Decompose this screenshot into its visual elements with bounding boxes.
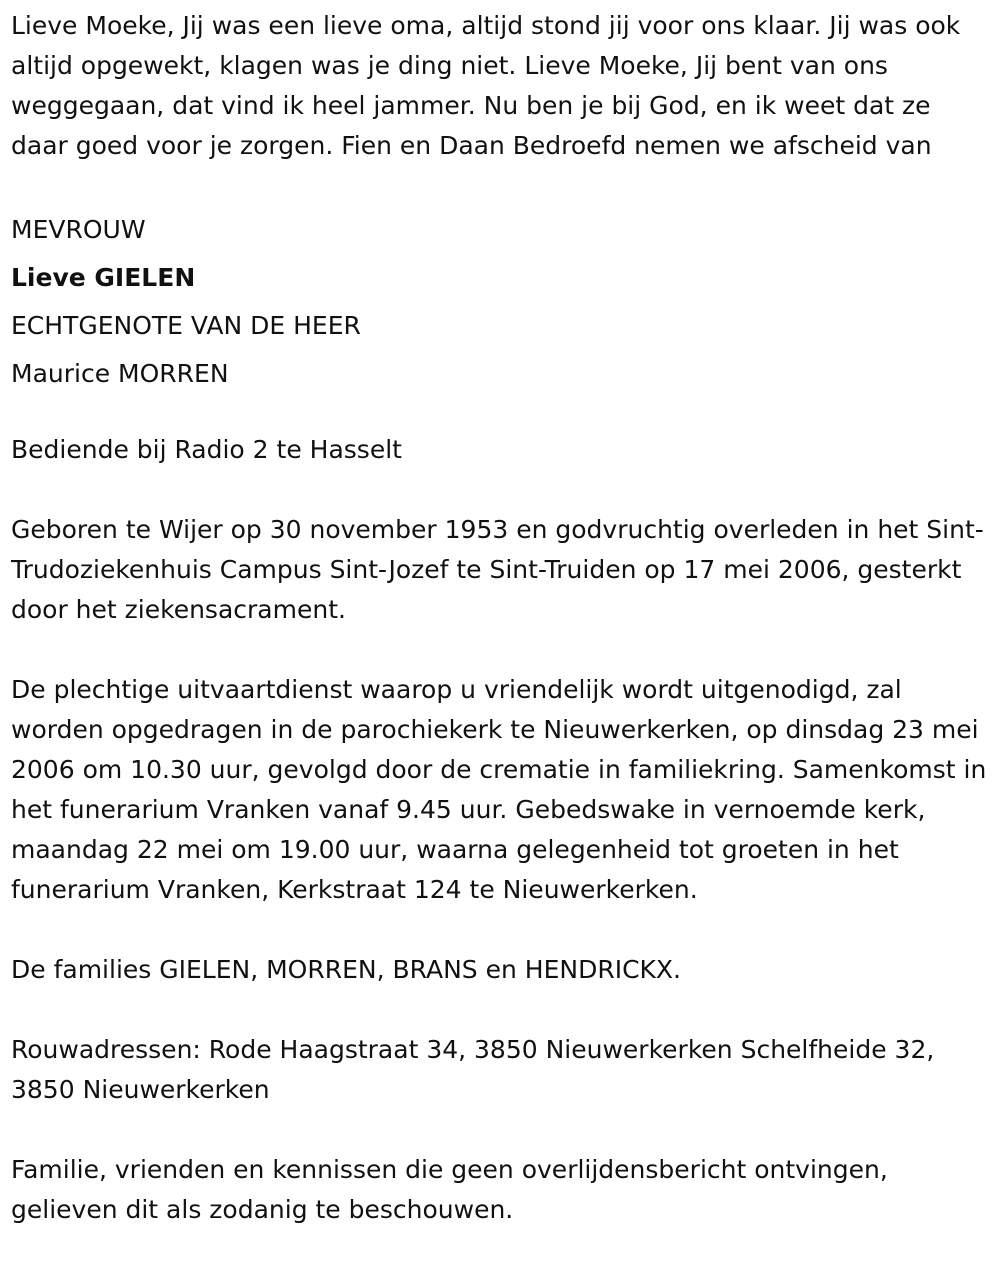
service-paragraph: De plechtige uitvaartdienst waarop u vriendelijk wordt uitgenodigd, zal worden opgedragen in de parochiekerk te Nieuwerkerken, op dinsdag 23 mei 2006 om 10.30 uur, gevolgd door de crematie in familiekring. Samenkomst in het funerarium Vranken vanaf 9.45 uur. Gebedswake in vernoemde kerk, maandag 22 mei om 19.00 uur, waarna gelegenheid tot groeten in het funerarium Vranken, Kerkstraat 124 te Nieuwerkerken.	[11, 675, 987, 904]
families-paragraph: De families GIELEN, MORREN, BRANS en HENDRICKX.	[11, 955, 681, 984]
intro-paragraph: Lieve Moeke, Jij was een lieve oma, altijd stond jij voor ons klaar. Jij was ook altijd opgewekt, klagen was je ding niet. Lieve Moeke, Jij bent van ons weggegaan, dat vind ik heel jammer. Nu ben je bij God, en ik weet dat ze daar goed voor je zorgen. Fien en Daan Bedroefd nemen we afscheid van	[11, 11, 961, 160]
occupation-paragraph: Bediende bij Radio 2 te Hasselt	[11, 435, 402, 464]
closing-paragraph: Familie, vrienden en kennissen die geen overlijdensbericht ontvingen, gelieven dit als zodanig te beschouwen.	[11, 1155, 888, 1224]
spouse-label: ECHTGENOTE VAN DE HEER	[11, 311, 361, 340]
spouse-name: Maurice MORREN	[11, 359, 229, 388]
birth-death-paragraph: Geboren te Wijer op 30 november 1953 en godvruchtig overleden in het Sint-Trudoziekenhuis Campus Sint-Jozef te Sint-Truiden op 17 mei 2006, gesterkt door het ziekensacrament.	[11, 515, 984, 624]
deceased-heading	[11, 206, 988, 398]
deceased-name: Lieve GIELEN	[11, 263, 196, 292]
title-prefix: MEVROUW	[11, 215, 146, 244]
addresses-paragraph: Rouwadressen: Rode Haagstraat 34, 3850 Nieuwerkerken Schelfheide 32, 3850 Nieuwerkerken	[11, 1035, 935, 1104]
